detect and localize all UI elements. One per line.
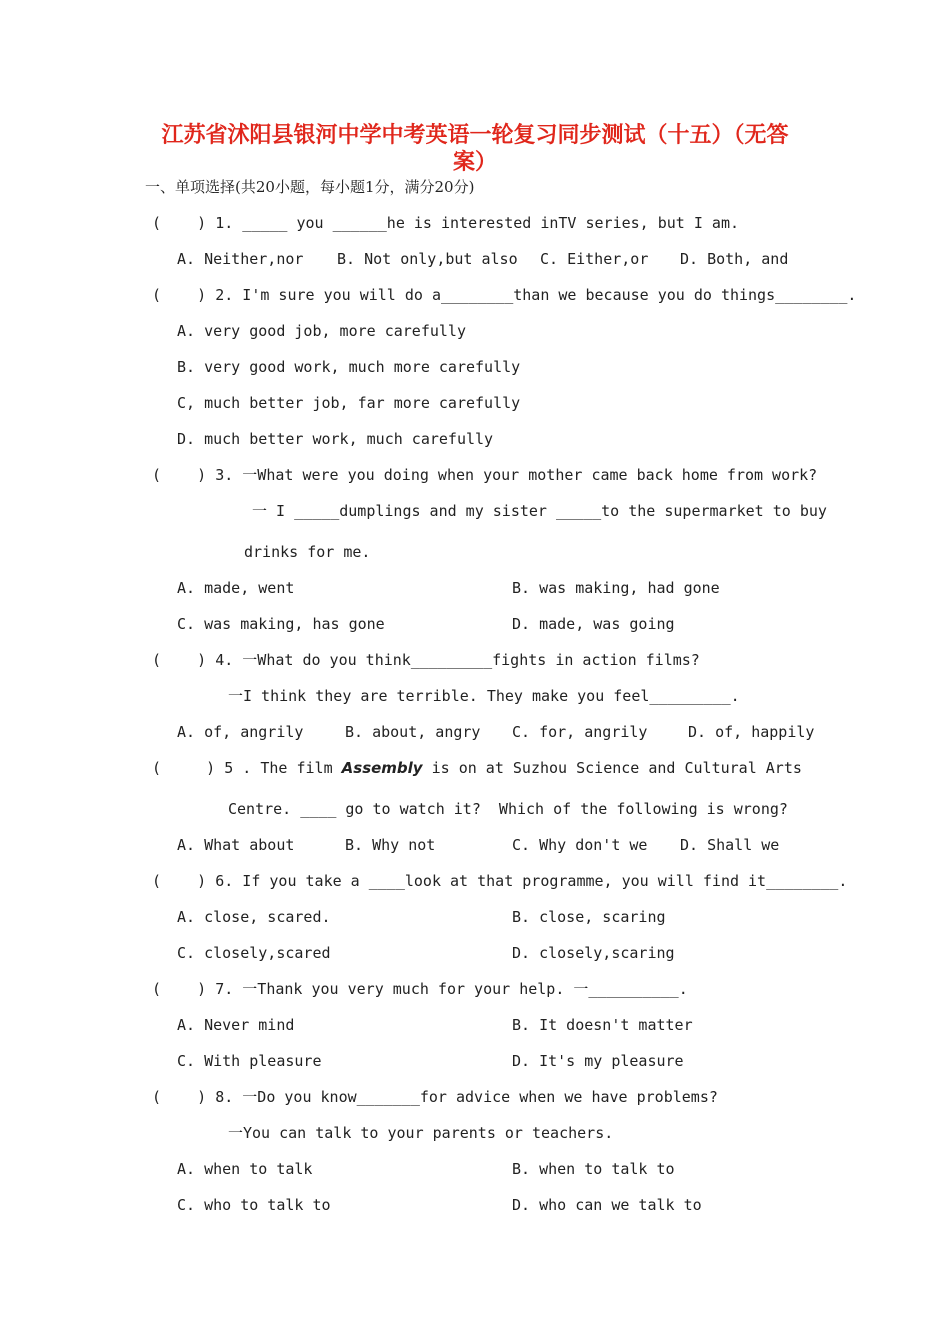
- question-5-continuation: Centre. ____ go to watch it? Which of the following is wrong?: [228, 800, 788, 818]
- question-6-option-c: C. closely,scared: [177, 944, 331, 962]
- question-5-option-d: D. Shall we: [680, 836, 780, 854]
- film-title: Assembly: [341, 759, 423, 777]
- question-7-option-b: B. It doesn't matter: [512, 1016, 693, 1034]
- question-1-option-b: B. Not only,but also: [337, 250, 518, 268]
- question-2-option-a: A. very good job, more carefully: [177, 322, 466, 340]
- question-5-option-c: C. Why don't we: [512, 836, 648, 854]
- question-6-stem: ( ) 6. If you take a ____look at that programme, you will find it________.: [152, 872, 848, 890]
- question-5-stem-end: is on at Suzhou Science and Cultural Arts: [422, 759, 802, 777]
- question-1-option-c: C. Either,or: [540, 250, 649, 268]
- question-8-option-a: A. when to talk: [177, 1160, 313, 1178]
- question-7-option-a: A. Never mind: [177, 1016, 295, 1034]
- question-5-stem-start: ( ) 5 . The film: [152, 759, 342, 777]
- question-3-option-d: D. made, was going: [512, 615, 675, 633]
- question-5-option-b: B. Why not: [345, 836, 436, 854]
- question-6-option-b: B. close, scaring: [512, 908, 666, 926]
- question-8-option-b: B. when to talk to: [512, 1160, 675, 1178]
- question-3-option-a: A. made, went: [177, 579, 295, 597]
- question-4-stem: ( ) 4. 一What do you think_________fights in action films?: [152, 651, 700, 669]
- question-2-stem: ( ) 2. I'm sure you will do a________than we because you do things________.: [152, 286, 857, 304]
- question-7-option-d: D. It's my pleasure: [512, 1052, 684, 1070]
- question-1-stem: ( ) 1. _____ you ______he is interested inTV series, but I am.: [152, 214, 739, 232]
- question-7-stem: ( ) 7. 一Thank you very much for your help. 一__________.: [152, 980, 688, 998]
- question-8-option-d: D. who can we talk to: [512, 1196, 702, 1214]
- question-8-option-c: C. who to talk to: [177, 1196, 331, 1214]
- question-5-option-a: A. What about: [177, 836, 295, 854]
- question-4-continuation: 一I think they are terrible. They make you feel_________.: [228, 687, 740, 705]
- question-2-option-c: C, much better job, far more carefully: [177, 394, 521, 412]
- question-8-continuation: 一You can talk to your parents or teachers.: [228, 1124, 614, 1142]
- question-8-stem: ( ) 8. 一Do you know_______for advice when we have problems?: [152, 1088, 718, 1106]
- question-1-option-d: D. Both, and: [680, 250, 789, 268]
- question-3-option-b: B. was making, had gone: [512, 579, 720, 597]
- question-4-option-a: A. of, angrily: [177, 723, 304, 741]
- question-3-option-c: C. was making, has gone: [177, 615, 385, 633]
- question-3-continuation: 一 I _____dumplings and my sister _____to the supermarket to buy: [252, 502, 827, 520]
- question-4-option-b: B. about, angry: [345, 723, 481, 741]
- page-title: 江苏省沭阳县银河中学中考英语一轮复习同步测试（十五）（无答: [161, 122, 789, 148]
- question-5-stem: [152, 758, 802, 778]
- question-3-stem: ( ) 3. 一What were you doing when your mother came back home from work?: [152, 466, 818, 484]
- question-7-option-c: C. With pleasure: [177, 1052, 322, 1070]
- question-6-option-d: D. closely,scaring: [512, 944, 675, 962]
- question-2-option-d: D. much better work, much carefully: [177, 430, 494, 448]
- question-2-option-b: B. very good work, much more carefully: [177, 358, 521, 376]
- question-6-option-a: A. close, scared.: [177, 908, 331, 926]
- question-4-option-c: C. for, angrily: [512, 723, 648, 741]
- question-1-option-a: A. Neither,nor: [177, 250, 304, 268]
- question-3-continuation-2: drinks for me.: [244, 543, 371, 561]
- page-title-continued: 案）: [452, 149, 497, 175]
- section-heading: 一、单项选择(共20小题，每小题1分，满分20分): [145, 178, 475, 196]
- question-4-option-d: D. of, happily: [688, 723, 815, 741]
